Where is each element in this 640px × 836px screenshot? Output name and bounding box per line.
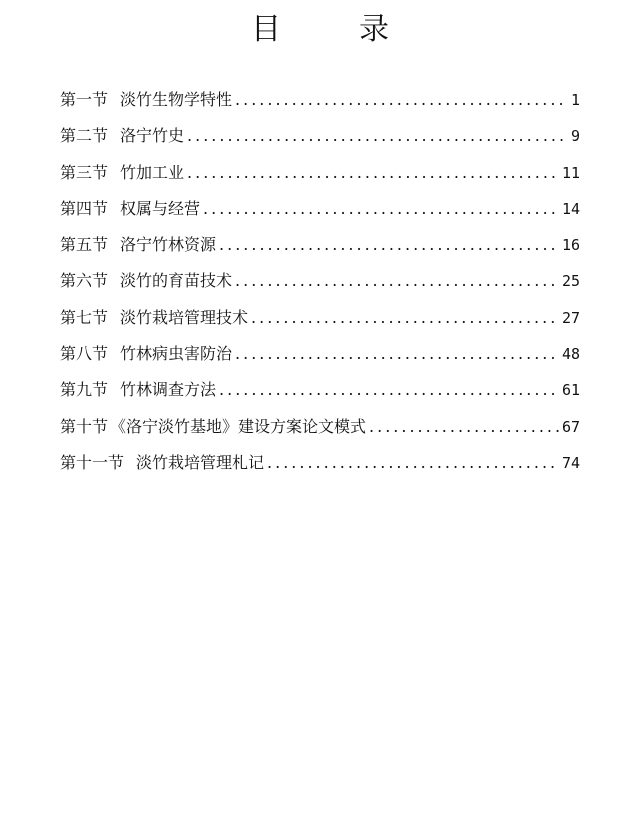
- toc-entry: [60, 409, 580, 445]
- toc-page-number: 9: [570, 127, 580, 146]
- toc-entry: [60, 118, 580, 154]
- toc-page-number: 1: [570, 91, 580, 109]
- toc-section-title: 淡竹栽培管理札记: [136, 452, 265, 472]
- toc-dot-leader: [369, 409, 559, 445]
- toc-section-number: 第十节: [60, 416, 109, 436]
- toc-section-number: 第三节: [60, 162, 109, 182]
- toc-section-title: 竹林病虫害防治: [120, 344, 233, 364]
- toc-section-number: 第二节: [60, 126, 109, 146]
- toc-dot-leader: [219, 372, 559, 408]
- toc-dot-leader: [187, 155, 559, 191]
- toc-dot-leader: [187, 118, 568, 154]
- toc-section-title: 洛宁竹林资源: [120, 235, 217, 255]
- toc-entry: [60, 372, 580, 408]
- toc-page-number: 27: [561, 308, 580, 327]
- toc-section-number: 第一节: [60, 90, 109, 109]
- toc-section-title: 淡竹生物学特性: [120, 90, 233, 109]
- toc-entry: [60, 263, 580, 299]
- toc-dot-leader: [251, 300, 559, 336]
- toc-page-number: 16: [561, 236, 580, 255]
- toc-section-title: 洛宁竹史: [120, 126, 185, 146]
- toc-dot-leader: [235, 82, 568, 118]
- toc-section-number: 第四节: [60, 198, 109, 218]
- toc-page-number: 61: [561, 381, 580, 400]
- toc-section-title: 竹林调查方法: [120, 380, 217, 400]
- page-title: 目 录: [251, 12, 413, 47]
- toc-page-number: 25: [561, 272, 580, 291]
- toc-section-number: 第十一节: [60, 452, 125, 472]
- toc-page-number: 11: [561, 163, 580, 182]
- toc-entry: [60, 445, 580, 481]
- toc-dot-leader: [203, 191, 559, 227]
- toc-page-number: 74: [561, 453, 580, 472]
- toc-section-title: 淡竹的育苗技术: [120, 271, 233, 291]
- toc-entry: [60, 155, 580, 191]
- toc-dot-leader: [235, 336, 559, 372]
- toc-section-title: 竹加工业: [120, 162, 185, 182]
- toc-section-number: 第五节: [60, 235, 109, 255]
- toc-section-number: 第九节: [60, 380, 109, 400]
- toc-section-title: 权属与经营: [120, 198, 201, 218]
- toc-section-title: 淡竹栽培管理技术: [120, 307, 249, 327]
- toc-entry: [60, 82, 580, 118]
- toc-dot-leader: [219, 227, 559, 263]
- toc-section-number: 第七节: [60, 307, 109, 327]
- toc-entry: [60, 191, 580, 227]
- toc-page-number: 14: [561, 199, 580, 218]
- toc-section-number: 第八节: [60, 344, 109, 364]
- toc-page-number: 48: [561, 345, 580, 364]
- table-of-contents: [60, 82, 580, 481]
- toc-page-number: 67: [561, 417, 580, 436]
- toc-section-title: 《洛宁淡竹基地》建设方案论文模式: [110, 416, 367, 436]
- toc-entry: [60, 336, 580, 372]
- toc-section-number: 第六节: [60, 271, 109, 291]
- toc-dot-leader: [235, 263, 559, 299]
- toc-entry: [60, 300, 580, 336]
- toc-entry: [60, 227, 580, 263]
- toc-dot-leader: [267, 445, 559, 481]
